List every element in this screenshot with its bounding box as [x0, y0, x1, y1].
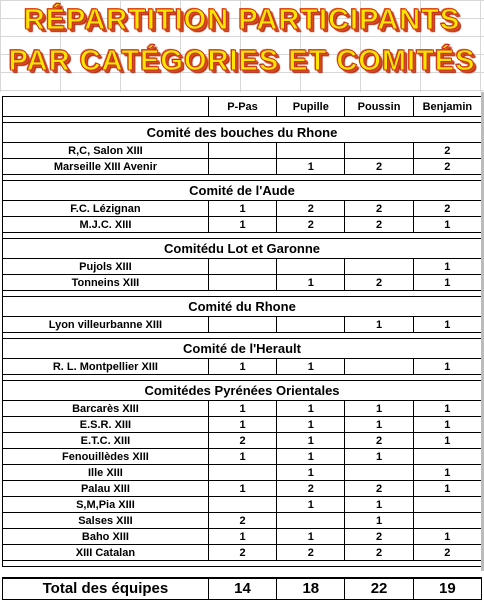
team-value-cell[interactable]: 2 [345, 201, 413, 217]
committee-row [3, 181, 482, 201]
team-row [3, 497, 482, 513]
header-row [3, 97, 482, 117]
team-row [3, 513, 482, 529]
team-value-cell[interactable]: 1 [277, 465, 345, 481]
team-value-cell[interactable]: 2 [345, 433, 413, 449]
team-value-cell[interactable] [345, 359, 413, 375]
committee-name[interactable]: Comité de l'Aude [3, 181, 482, 201]
team-name[interactable]: Tonneins XIII [3, 275, 209, 291]
team-value-cell[interactable]: 1 [208, 359, 276, 375]
total-row [3, 578, 482, 600]
committee-row [3, 239, 482, 259]
header-cell-team[interactable] [3, 97, 209, 117]
team-row [3, 275, 482, 291]
team-name[interactable]: Ille XIII [3, 465, 209, 481]
title-line-1: RÉPARTITION PARTICIPANTS [23, 4, 461, 36]
team-row [3, 433, 482, 449]
team-row [3, 449, 482, 465]
committee-name[interactable]: Comité de l'Herault [3, 339, 482, 359]
team-value-cell[interactable]: 1 [277, 529, 345, 545]
team-name[interactable]: Palau XIII [3, 481, 209, 497]
team-value-cell[interactable]: 1 [413, 317, 481, 333]
team-name[interactable]: R,C, Salon XIII [3, 143, 209, 159]
committee-name[interactable]: Comitédu Lot et Garonne [3, 239, 482, 259]
committee-row [3, 339, 482, 359]
team-value-cell[interactable]: 1 [345, 513, 413, 529]
team-value-cell[interactable]: 2 [345, 545, 413, 561]
team-value-cell[interactable]: 2 [345, 481, 413, 497]
team-value-cell[interactable] [413, 513, 481, 529]
team-value-cell[interactable]: 1 [277, 497, 345, 513]
team-row [3, 465, 482, 481]
team-value-cell[interactable]: 1 [277, 433, 345, 449]
table-body [3, 97, 482, 600]
title-line-2: PAR CATÉGORIES ET COMITÉS [8, 45, 476, 77]
team-value-cell[interactable] [208, 159, 276, 175]
team-name[interactable]: E.S.R. XIII [3, 417, 209, 433]
team-value-cell[interactable] [208, 275, 276, 291]
team-value-cell[interactable]: 2 [345, 529, 413, 545]
team-row [3, 159, 482, 175]
title-area [0, 0, 484, 92]
team-value-cell[interactable]: 1 [208, 401, 276, 417]
team-value-cell[interactable]: 2 [208, 433, 276, 449]
team-value-cell[interactable]: 2 [345, 159, 413, 175]
header-cell-ppas[interactable]: P-Pas [208, 97, 276, 117]
team-row [3, 481, 482, 497]
team-value-cell[interactable]: 1 [413, 481, 481, 497]
team-value-cell[interactable]: 2 [413, 143, 481, 159]
team-name[interactable]: Salses XIII [3, 513, 209, 529]
team-value-cell[interactable]: 1 [277, 401, 345, 417]
team-value-cell[interactable]: 1 [208, 449, 276, 465]
team-value-cell[interactable]: 1 [208, 201, 276, 217]
team-value-cell[interactable] [277, 143, 345, 159]
team-row [3, 359, 482, 375]
committee-row [3, 297, 482, 317]
participants-table [2, 96, 482, 600]
team-value-cell[interactable] [413, 497, 481, 513]
team-value-cell[interactable]: 2 [413, 545, 481, 561]
team-value-cell[interactable]: 2 [208, 513, 276, 529]
team-value-cell[interactable] [345, 143, 413, 159]
team-value-cell[interactable] [208, 259, 276, 275]
team-row [3, 401, 482, 417]
team-name[interactable]: Baho XIII [3, 529, 209, 545]
committee-name[interactable]: Comité des bouches du Rhone [3, 123, 482, 143]
committee-row [3, 381, 482, 401]
team-value-cell[interactable] [345, 259, 413, 275]
team-value-cell[interactable] [413, 449, 481, 465]
team-value-cell[interactable]: 1 [277, 449, 345, 465]
team-value-cell[interactable]: 2 [277, 201, 345, 217]
team-value-cell[interactable]: 1 [345, 317, 413, 333]
total-value-cell[interactable]: 18 [277, 578, 345, 600]
header-cell-pupille[interactable]: Pupille [277, 97, 345, 117]
team-value-cell[interactable]: 1 [277, 275, 345, 291]
team-value-cell[interactable]: 2 [413, 201, 481, 217]
team-row [3, 201, 482, 217]
team-row [3, 417, 482, 433]
team-name[interactable]: F.C. Lézignan [3, 201, 209, 217]
team-name[interactable]: E.T.C. XIII [3, 433, 209, 449]
team-value-cell[interactable]: 2 [345, 275, 413, 291]
team-value-cell[interactable]: 2 [277, 481, 345, 497]
team-value-cell[interactable]: 1 [345, 401, 413, 417]
team-value-cell[interactable]: 1 [208, 417, 276, 433]
team-value-cell[interactable]: 1 [413, 529, 481, 545]
team-value-cell[interactable]: 1 [345, 417, 413, 433]
team-row [3, 317, 482, 333]
team-value-cell[interactable]: 2 [413, 159, 481, 175]
team-value-cell[interactable]: 1 [413, 417, 481, 433]
team-value-cell[interactable]: 2 [208, 545, 276, 561]
team-value-cell[interactable] [208, 497, 276, 513]
team-value-cell[interactable]: 1 [413, 217, 481, 233]
team-value-cell[interactable] [208, 143, 276, 159]
team-value-cell[interactable]: 1 [208, 529, 276, 545]
team-name[interactable]: S,M,Pia XIII [3, 497, 209, 513]
team-name[interactable]: Lyon villeurbanne XIII [3, 317, 209, 333]
team-value-cell[interactable] [277, 317, 345, 333]
total-label[interactable]: Total des équipes [3, 578, 209, 600]
team-value-cell[interactable]: 2 [345, 217, 413, 233]
team-value-cell[interactable]: 1 [413, 401, 481, 417]
team-name[interactable]: R. L. Montpellier XIII [3, 359, 209, 375]
committee-name[interactable]: Comité du Rhone [3, 297, 482, 317]
team-row [3, 529, 482, 545]
team-name[interactable]: Pujols XIII [3, 259, 209, 275]
team-name[interactable]: Barcarès XIII [3, 401, 209, 417]
team-value-cell[interactable] [345, 465, 413, 481]
team-value-cell[interactable] [208, 317, 276, 333]
team-value-cell[interactable]: 2 [277, 217, 345, 233]
total-value-cell[interactable]: 14 [208, 578, 276, 600]
header-cell-benjamin[interactable]: Benjamin [413, 97, 481, 117]
team-value-cell[interactable] [277, 259, 345, 275]
spreadsheet [2, 96, 482, 600]
team-value-cell[interactable]: 1 [413, 359, 481, 375]
team-value-cell[interactable]: 1 [208, 217, 276, 233]
total-value-cell[interactable]: 19 [413, 578, 481, 600]
team-value-cell[interactable]: 1 [413, 259, 481, 275]
team-value-cell[interactable]: 1 [413, 433, 481, 449]
committee-name[interactable]: Comitédes Pyrénées Orientales [3, 381, 482, 401]
team-value-cell[interactable]: 1 [345, 449, 413, 465]
team-value-cell[interactable] [277, 513, 345, 529]
team-value-cell[interactable]: 1 [277, 359, 345, 375]
team-value-cell[interactable]: 1 [345, 497, 413, 513]
blank-cell [3, 567, 482, 579]
total-value-cell[interactable]: 22 [345, 578, 413, 600]
team-row [3, 217, 482, 233]
team-value-cell[interactable]: 2 [277, 545, 345, 561]
team-name[interactable]: M.J.C. XIII [3, 217, 209, 233]
header-cell-poussin[interactable]: Poussin [345, 97, 413, 117]
team-name[interactable]: Fenouillèdes XIII [3, 449, 209, 465]
team-name[interactable]: XIII Catalan [3, 545, 209, 561]
team-value-cell[interactable]: 1 [277, 417, 345, 433]
team-value-cell[interactable]: 1 [208, 481, 276, 497]
team-value-cell[interactable]: 1 [413, 275, 481, 291]
team-value-cell[interactable]: 1 [277, 159, 345, 175]
team-row [3, 143, 482, 159]
team-row [3, 259, 482, 275]
team-row [3, 545, 482, 561]
committee-row [3, 123, 482, 143]
team-value-cell[interactable] [208, 465, 276, 481]
team-name[interactable]: Marseille XIII Avenir [3, 159, 209, 175]
blank-row [3, 567, 482, 579]
team-value-cell[interactable]: 1 [413, 465, 481, 481]
